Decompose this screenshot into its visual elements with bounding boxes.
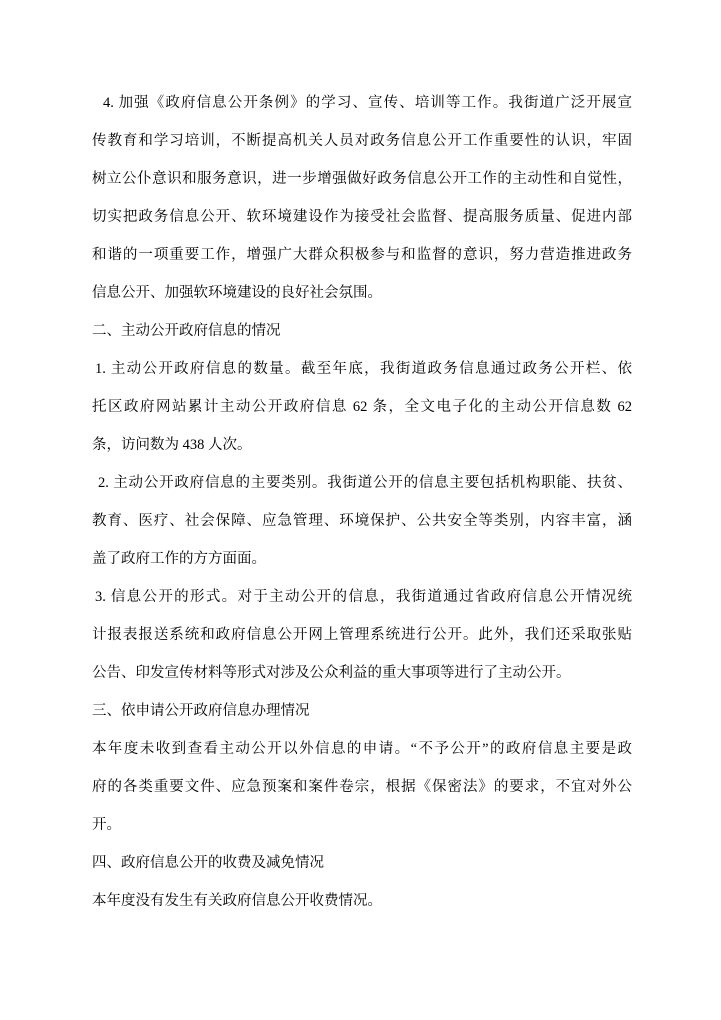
section-heading-3-disclosure-on-request — [92, 692, 632, 730]
text-line: 开。 — [92, 817, 121, 833]
text-line: 条，访问数为 438 人次。 — [92, 437, 252, 453]
text-line: 盖了政府工作的方方面面。 — [92, 551, 266, 567]
section-heading-2-proactive-disclosure — [92, 312, 632, 350]
paragraph-4-strengthen-training — [92, 84, 632, 312]
heading-line: 二、主动公开政府信息的情况 — [92, 323, 281, 339]
text-line: 树立公仆意识和服务意识，进一步增强做好政务信息公开工作的主动性和自觉性， — [92, 171, 632, 187]
paragraph-no-requests-received — [92, 730, 632, 844]
text-line: 公告、印发宣传材料等形式对涉及公众利益的重大事项等进行了主动公开。 — [92, 665, 571, 681]
text-line: 3. 信息公开的形式。对于主动公开的信息，我街道通过省政府信息公开情况统 — [95, 589, 632, 605]
text-line: 4. 加强《政府信息公开条例》的学习、宣传、培训等工作。我街道广泛开展宣 — [103, 95, 632, 111]
paragraph-3-disclosure-forms — [92, 578, 632, 692]
text-line: 府的各类重要文件、应急预案和案件卷宗，根据《保密法》的要求，不宜对外公 — [92, 779, 632, 795]
heading-line: 四、政府信息公开的收费及减免情况 — [92, 855, 324, 871]
text-line: 1. 主动公开政府信息的数量。截至年底，我街道政务信息通过政务公开栏、依 — [95, 361, 632, 377]
paragraph-no-fees-occurred — [92, 882, 632, 920]
text-line: 教育、医疗、社会保障、应急管理、环境保护、公共安全等类别，内容丰富，涵 — [92, 513, 632, 529]
paragraph-2-disclosure-categories — [92, 464, 632, 578]
text-line: 和谐的一项重要工作，增强广大群众积极参与和监督的意识，努力营造推进政务 — [92, 247, 632, 263]
text-line: 托区政府网站累计主动公开政府信息 62 条，全文电子化的主动公开信息数 62 — [92, 399, 632, 415]
text-line: 本年度未收到查看主动公开以外信息的申请。“不予公开”的政府信息主要是政 — [92, 741, 632, 757]
text-line: 切实把政务信息公开、软环境建设作为接受社会监督、提高服务质量、促进内部 — [92, 209, 632, 225]
section-heading-4-fees-and-waivers — [92, 844, 632, 882]
text-line: 传教育和学习培训，不断提高机关人员对政务信息公开工作重要性的认识，牢固 — [92, 133, 632, 149]
paragraph-1-disclosure-quantity — [92, 350, 632, 464]
text-line: 本年度没有发生有关政府信息公开收费情况。 — [92, 893, 382, 909]
heading-line: 三、依申请公开政府信息办理情况 — [92, 703, 310, 719]
text-line: 计报表报送系统和政府信息公开网上管理系统进行公开。此外，我们还采取张贴 — [92, 627, 632, 643]
text-line: 2. 主动公开政府信息的主要类别。我街道公开的信息主要包括机构职能、扶贫、 — [98, 475, 632, 491]
document-body — [92, 84, 632, 920]
text-line: 信息公开、加强软环境建设的良好社会氛围。 — [92, 285, 382, 301]
